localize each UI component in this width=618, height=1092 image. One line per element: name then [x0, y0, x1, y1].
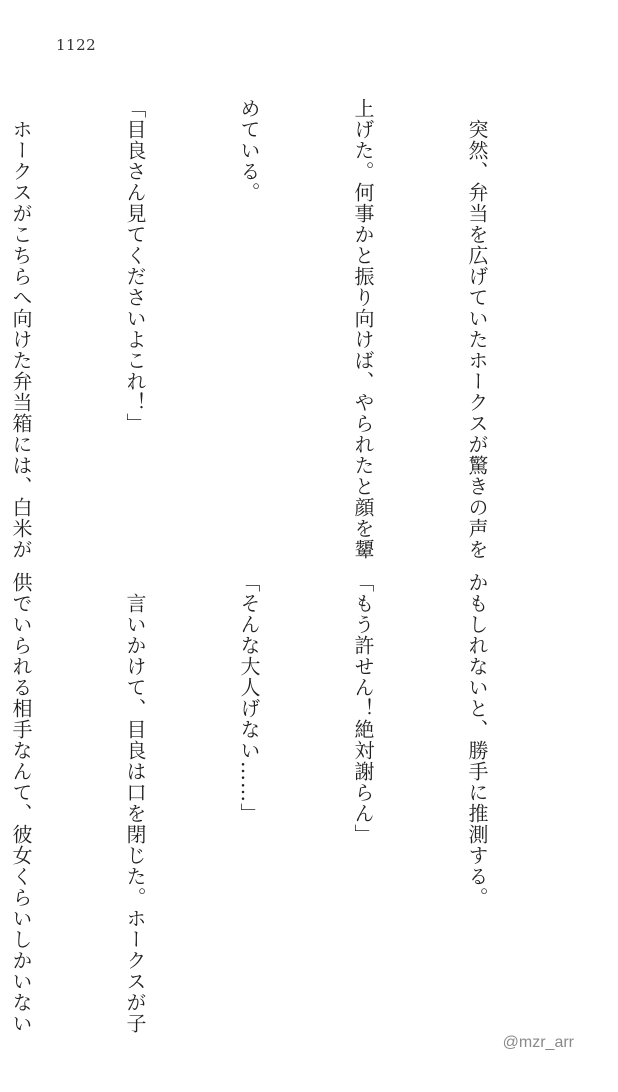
- text-line: 言いかけて、目良は口を閉じた。ホークスが子: [123, 572, 147, 1034]
- text-line: 「もう許せん！絶対謝らん」: [351, 572, 375, 845]
- author-watermark: @mzr_arr: [502, 1034, 574, 1051]
- text-line: かもしれないと、勝手に推測する。: [465, 572, 489, 908]
- text-line: ホークスがこちらへ向けた弁当箱には、白米が: [9, 98, 33, 560]
- text-line: 上げた。何事かと振り向けば、やられたと顔を顰: [351, 98, 375, 560]
- text-line: 「そんな大人げない……」: [237, 572, 261, 824]
- text-line: 「目良さん見てくださいよこれ！」: [123, 98, 147, 434]
- text-line: 突然、弁当を広げていたホークスが驚きの声を: [465, 98, 489, 560]
- text-line: めている。: [237, 98, 261, 203]
- text-block-bottom: [0, 572, 572, 1034]
- text-block-top: [0, 98, 572, 560]
- text-line: 供でいられる相手なんて、彼女くらいしかいない: [9, 572, 33, 1034]
- page-number: 1122: [56, 36, 97, 54]
